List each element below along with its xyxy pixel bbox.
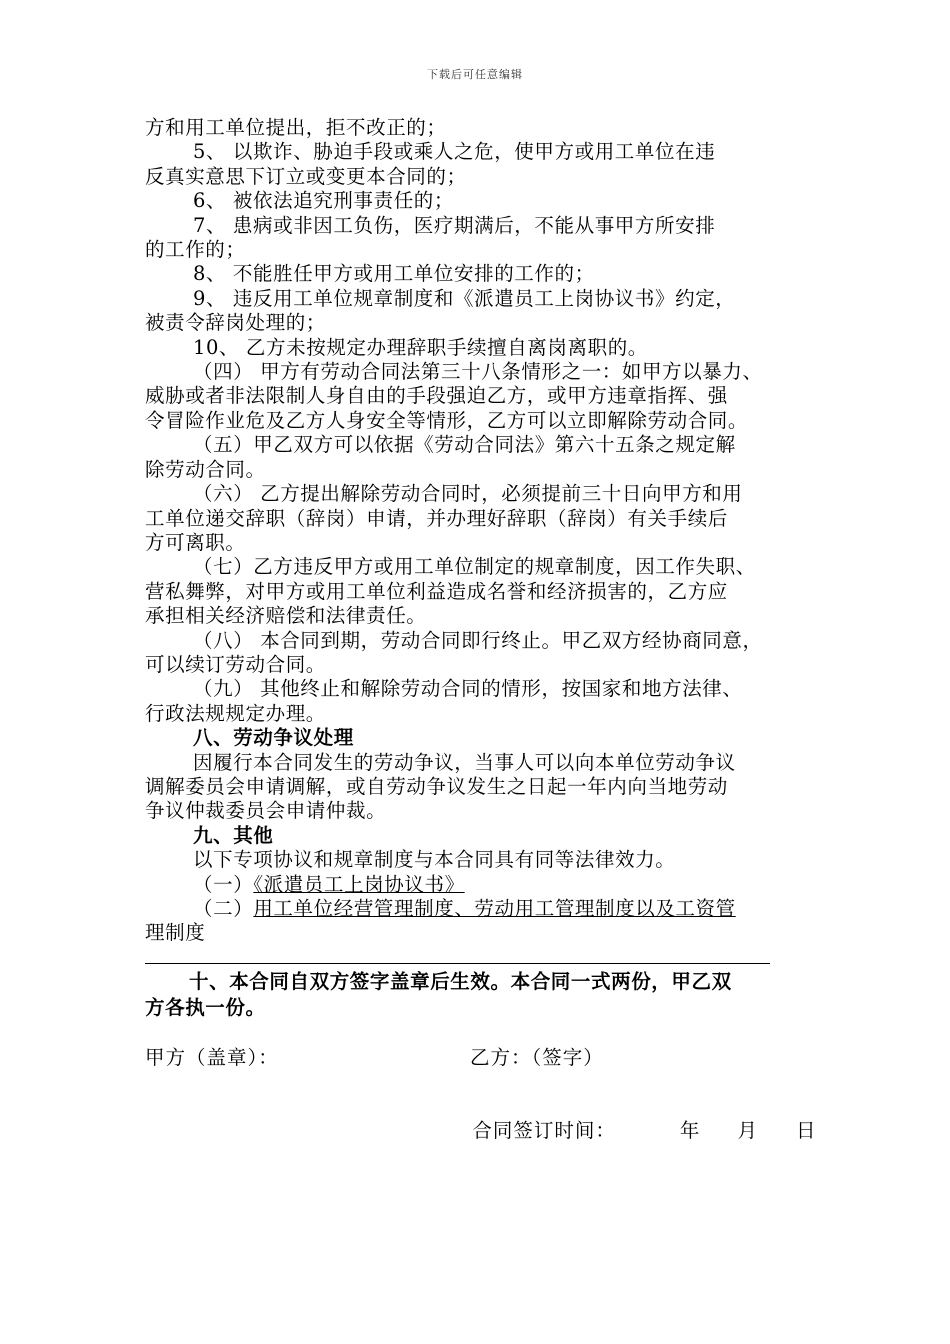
clause-item-5: 5、 以欺诈、胁迫手段或乘人之危，使甲方或用工单位在违 <box>193 140 716 164</box>
section-9-item-1-prefix: （一） <box>193 872 254 896</box>
subsection-6-cont-2: 方可离职。 <box>145 530 246 554</box>
section-9-item-1 <box>145 873 813 897</box>
clause-item-5-cont: 反真实意思下订立或变更本合同的； <box>145 164 467 188</box>
clause-item-7: 7、 患病或非因工负伤，医疗期满后，不能从事甲方所安排 <box>193 213 716 237</box>
date-month-label: 月 <box>737 1119 758 1142</box>
subsection-4-cont-1: 威胁或者非法限制人身自由的手段强迫乙方，或甲方违章指挥、强 <box>145 384 728 408</box>
subsection-9: （九） 其他终止和解除劳动合同的情形，按国家和地方法律、 <box>193 677 743 701</box>
subsection-7: （七）乙方违反甲方或用工单位制定的规章制度，因工作失职、 <box>193 555 756 579</box>
subsection-4: （四） 甲方有劳动合同法第三十八条情形之一：如甲方以暴力、 <box>193 360 763 384</box>
divider-line <box>145 963 770 964</box>
party-b-signature-label: 乙方：（签字） <box>470 1046 604 1069</box>
date-year-label: 年 <box>679 1119 701 1142</box>
clause-item-7-cont: 的工作的； <box>145 238 246 262</box>
clause-item-6: 6、 被依法追究刑事责任的； <box>193 189 455 213</box>
clause-item-8: 8、 不能胜任甲方或用工单位安排的工作的； <box>193 262 595 286</box>
subsection-8-cont: 可以续订劳动合同。 <box>145 652 326 676</box>
signing-date-row <box>458 1092 816 1143</box>
section-9-item-2 <box>145 897 813 921</box>
subsection-4-cont-2: 令冒险作业危及乙方人身安全等情形，乙方可以立即解除劳动合同。 <box>145 408 749 432</box>
section-9-title: 九、其他 <box>193 823 274 847</box>
date-day-label: 日 <box>795 1119 817 1142</box>
section-8-title: 八、劳动争议处理 <box>193 726 354 750</box>
section-10-line-1: 十、本合同自双方签字盖章后生效。本合同一式两份，甲乙双 <box>189 970 732 993</box>
section-9-intro: 以下专项协议和规章制度与本合同具有同等法律效力。 <box>193 848 676 872</box>
section-9-item-2-prefix: （二） <box>193 897 254 920</box>
section-8-para-1: 因履行本合同发生的劳动争议，当事人可以向本单位劳动争议 <box>193 750 736 774</box>
section-9-item-2-cont: 理制度 <box>145 921 206 945</box>
section-8-para-2: 调解委员会申请调解，或自劳动争议发生之日起一年内向当地劳动 <box>145 774 728 798</box>
section-8-para-3: 争议仲裁委员会申请仲裁。 <box>145 799 387 823</box>
section-10 <box>145 969 813 1021</box>
section-9-item-1-text: 《派遣员工上岗协议书》 <box>253 872 465 896</box>
clause-item-9: 9、 违反用工单位规章制度和《派遣员工上岗协议书》约定， <box>193 286 736 310</box>
subsection-5: （五）甲乙双方可以依据《劳动合同法》第六十五条之规定解 <box>193 433 736 457</box>
subsection-5-cont: 除劳动合同。 <box>145 457 266 481</box>
contract-body <box>145 116 813 946</box>
subsection-7-cont-1: 营私舞弊，对甲方或用工单位利益造成名誉和经济损害的，乙方应 <box>145 579 728 603</box>
party-a-signature-label: 甲方（盖章）： <box>145 1046 279 1069</box>
clause-continuation: 方和用工单位提出，拒不改正的； <box>145 116 447 139</box>
subsection-9-cont: 行政法规规定办理。 <box>145 701 326 725</box>
clause-item-9-cont: 被责令辞岗处理的； <box>145 311 326 335</box>
page-header-note: 下载后可任意编辑 <box>427 68 523 81</box>
subsection-8: （八） 本合同到期，劳动合同即行终止。甲乙双方经协商同意， <box>193 628 763 652</box>
clause-item-10: 10、 乙方未按规定办理辞职手续擅自离岗离职的。 <box>193 335 648 359</box>
subsection-6: （六） 乙方提出解除劳动合同时，必须提前三十日向甲方和用 <box>193 482 743 506</box>
subsection-6-cont-1: 工单位递交辞职（辞岗）申请，并办理好辞职（辞岗）有关手续后 <box>145 506 728 530</box>
section-9-item-2-text: 用工单位经营管理制度、劳动用工管理制度以及工资管 <box>253 897 736 920</box>
signing-date-label: 合同签订时间： <box>472 1119 616 1142</box>
subsection-7-cont-2: 承担相关经济赔偿和法律责任。 <box>145 604 427 628</box>
section-10-line-2: 方各执一份。 <box>145 996 266 1019</box>
